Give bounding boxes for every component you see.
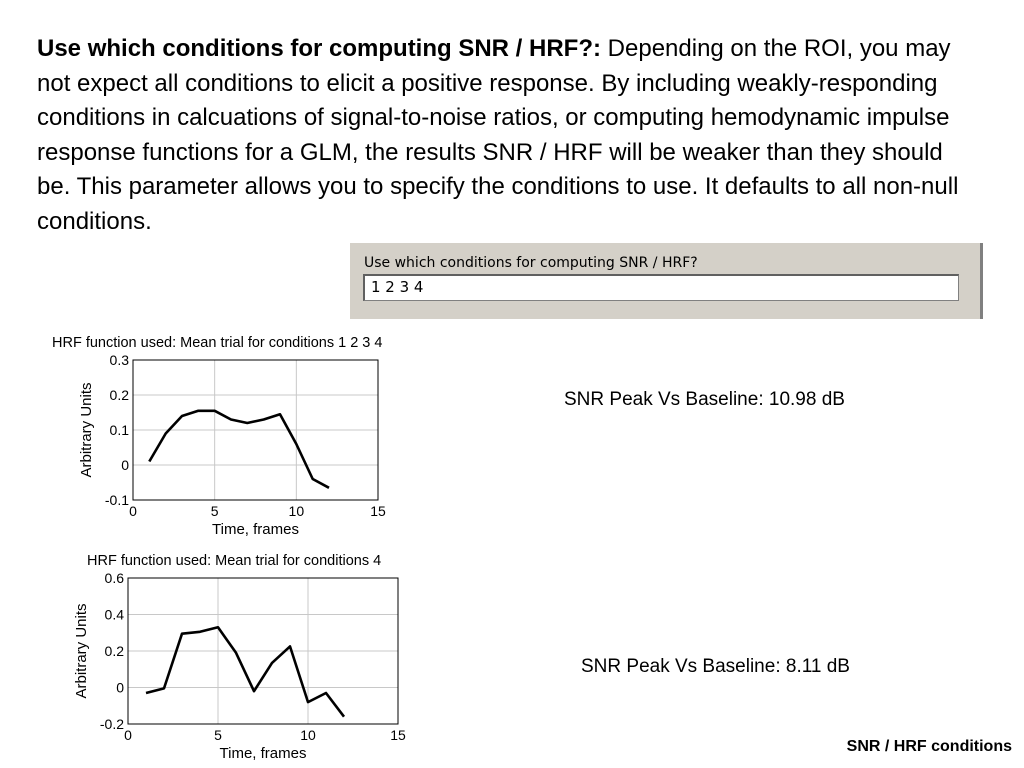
chart1-xtick-label: 15 [370,503,386,519]
chart2-ytick-label: 0 [116,679,124,696]
chart2-title: HRF function used: Mean trial for conditions 4 [87,553,382,569]
chart1-ytick-label: 0 [121,457,129,473]
chart1-xlabel: Time, frames [212,521,299,538]
chart2-ylabel: Arbitrary Units [73,603,90,699]
conditions-field-label: Use which conditions for computing SNR / HRF? [364,255,698,271]
snr-readout-2: SNR Peak Vs Baseline: 8.11 dB [581,656,850,677]
chart1-ytick-label: -0.1 [104,492,129,508]
chart2-ytick-label: 0.2 [104,643,124,659]
description-heading: Use which conditions for computing SNR / HRF?: [37,35,601,62]
chart1-title: HRF function used: Mean trial for conditions 1 2 3 4 [52,335,383,351]
chart2-ytick-label: -0.2 [99,716,124,732]
chart1-ylabel: Arbitrary Units [78,382,95,478]
snr-readout-1: SNR Peak Vs Baseline: 10.98 dB [564,389,845,410]
chart2-xtick-label: 15 [390,727,406,743]
chart2-xtick-label: 10 [300,727,316,743]
chart1-ytick-label: 0.2 [109,387,129,403]
hrf-chart-condition-4 [60,550,510,766]
chart1-xtick-label: 10 [288,503,305,519]
chart2-xlabel: Time, frames [219,745,307,762]
conditions-dialog [350,243,983,319]
chart1-xtick-label: 0 [129,503,137,519]
chart2-xtick-label: 0 [124,727,132,743]
conditions-input[interactable]: 1 2 3 4 [363,274,959,301]
chart2-ytick-label: 0.4 [104,606,124,623]
chart1-ytick-label: 0.3 [109,352,129,368]
slide-footer: SNR / HRF conditions [846,738,1012,755]
chart2-ytick-label: 0.6 [104,570,124,586]
description-paragraph [37,32,967,239]
hrf-chart-all-conditions [50,332,500,544]
chart1-xtick-label: 5 [210,503,219,519]
chart1-ytick-label: 0.1 [109,422,129,438]
chart2-xtick-label: 5 [214,727,222,743]
description-body: Depending on the ROI, you may not expect all conditions to elicit a positive response. By including weakly-responding conditions in calcuations of signal-to-noise ratios, or computing hemodynamic impulse response functions for a GLM, the results SNR / HRF will be weaker than they should be. This parameter allows you to specify the conditions to use. It defaults to all non-null conditions. [37,35,959,235]
